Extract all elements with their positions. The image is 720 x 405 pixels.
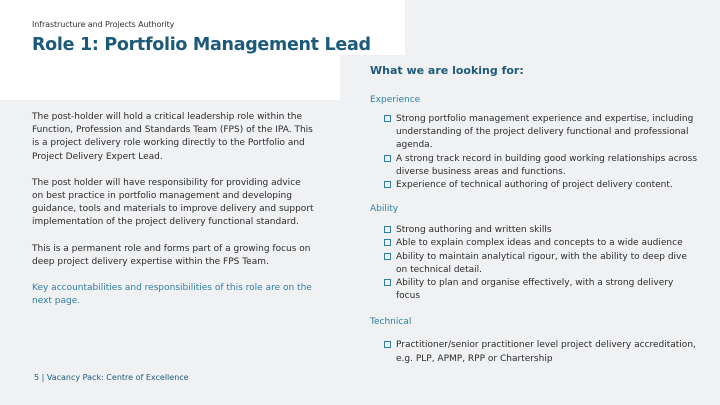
- list-item: Strong portfolio management experience and expertise, including understanding of the project delivery functional and professional agenda.: [370, 113, 700, 153]
- list-item: Strong authoring and written skills: [370, 224, 700, 237]
- requirements-panel: [370, 64, 700, 366]
- accountabilities-note: Key accountabilities and responsibilities of this role are on the next page.: [32, 283, 312, 307]
- organisation-name: Infrastructure and Projects Authority: [32, 20, 175, 29]
- checkbox-icon: [384, 279, 391, 286]
- list-item: Ability to plan and organise effectively, with a strong delivery focus: [370, 277, 700, 303]
- section-technical-label: Technical: [370, 317, 412, 328]
- checkbox-icon: [384, 181, 391, 188]
- checkbox-icon: [384, 341, 391, 348]
- checkbox-icon: [384, 115, 391, 122]
- checkbox-icon: [384, 253, 391, 260]
- list-item: Able to explain complex ideas and concepts to a wide audience: [370, 237, 700, 250]
- experience-list: [370, 113, 700, 192]
- requirements-heading: What we are looking for:: [370, 64, 524, 77]
- list-item: Experience of technical authoring of project delivery content.: [370, 179, 700, 192]
- technical-list: [370, 339, 700, 365]
- page-footer: 5 | Vacancy Pack: Centre of Excellence: [34, 373, 189, 382]
- role-description: [32, 111, 314, 321]
- section-experience-label: Experience: [370, 95, 421, 105]
- ability-list: [370, 224, 700, 303]
- checkbox-icon: [384, 155, 391, 162]
- checkbox-icon: [384, 226, 391, 233]
- list-item: A strong track record in building good working relationships across diverse business areas and functions.: [370, 153, 700, 179]
- top-right-panel: [405, 0, 720, 60]
- page-title: Role 1: Portfolio Management Lead: [32, 35, 371, 55]
- checkbox-icon: [384, 239, 391, 246]
- section-ability-label: Ability: [370, 204, 399, 215]
- description-paragraph-1: The post-holder will hold a critical leadership role within the Function, Profession and Standards Team (FPS) of the IPA. This is a project delivery role working directly to the Portfolio and Project Delivery Expert Lead.: [32, 112, 313, 162]
- list-item: Practitioner/senior practitioner level project delivery accreditation, e.g. PLP, APMP, RPP or Chartership: [370, 339, 700, 365]
- description-paragraph-3: This is a permanent role and forms part of a growing focus on deep project delivery expertise within the FPS Team.: [32, 243, 311, 267]
- list-item: Ability to maintain analytical rigour, with the ability to deep dive on technical detail.: [370, 251, 700, 277]
- title-band: [0, 60, 340, 100]
- description-paragraph-2: The post holder will have responsibility for providing advice on best practice in portfolio management and developing guidance, tools and materials to improve delivery and support implementation of the project delivery functional standard.: [32, 177, 314, 228]
